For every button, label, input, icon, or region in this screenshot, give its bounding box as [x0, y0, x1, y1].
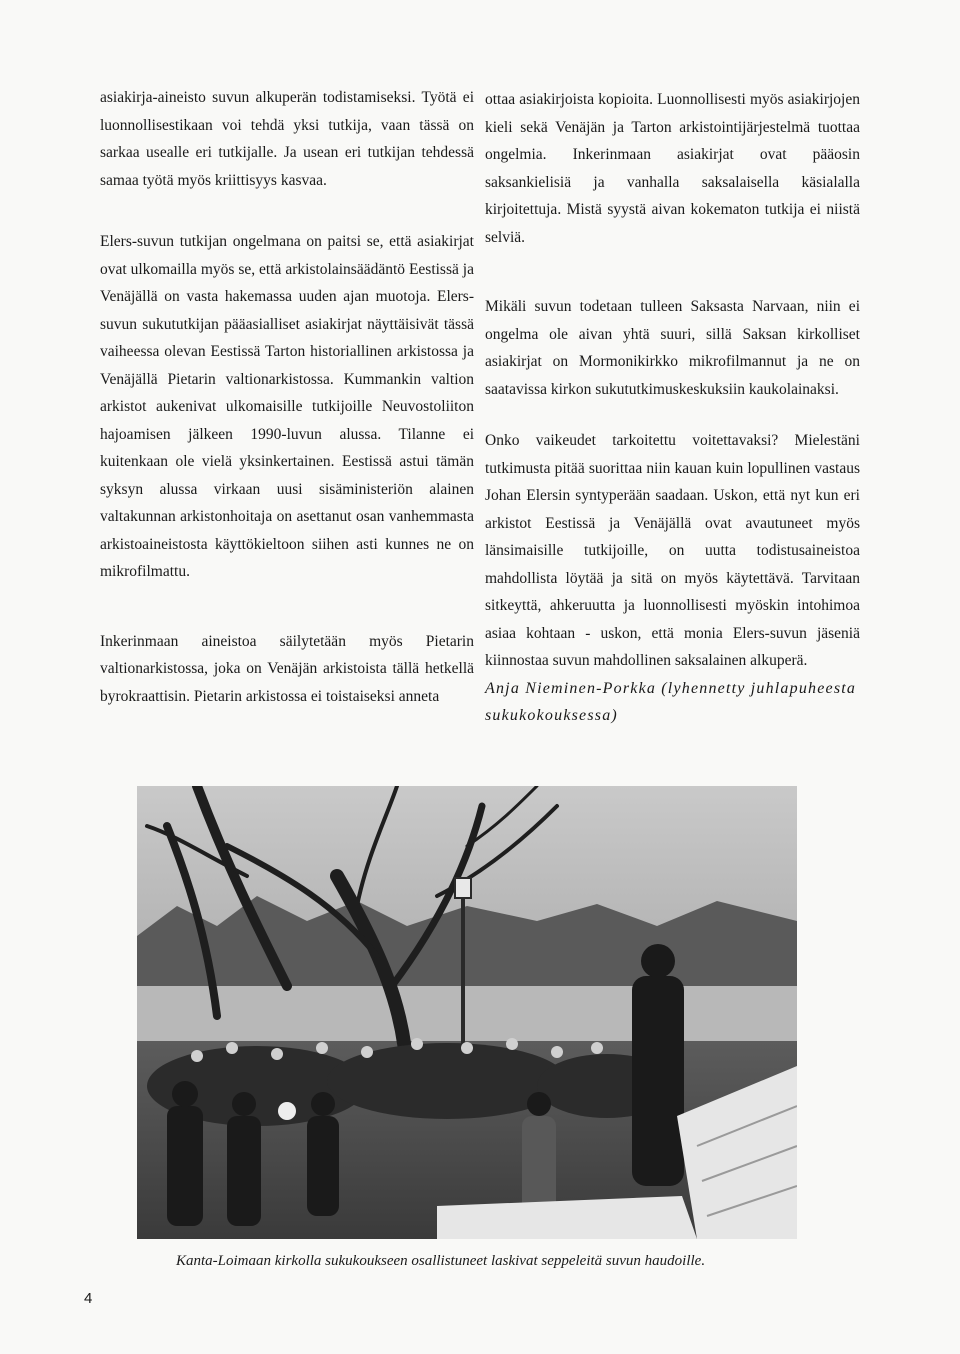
left-column	[100, 84, 474, 710]
right-paragraph-2: Mikäli suvun todetaan tulleen Saksasta Narvaan, niin ei ongelma ole aivan yhtä suuri, sillä Saksan kirkolliset asiakirjat on Mormonikirkko mikrofilmannut ja ne on saatavissa kirkon sukututkimuskeskuksiin kaukolainaksi.	[485, 298, 860, 398]
photo-caption: Kanta-Loimaan kirkolla sukukoukseen osallistuneet laskivat seppeleitä suvun haudoille.	[176, 1253, 706, 1269]
left-paragraph-3: Inkerinmaan aineistoa säilytetään myös Pietarin valtionarkistossa, joka on Venäjän arkistoista tällä hetkellä byrokraattisin. Pietarin arkistossa ei toistaiseksi anneta	[100, 632, 474, 705]
photo-illustration	[137, 786, 797, 1239]
right-paragraph-3: Onko vaikeudet tarkoitettu voitettavaksi? Mielestäni tutkimusta pitää suorittaa niin kauan kuin lopullinen vastaus Johan Elersin syntyperään saadaan. Uskon, että nyt kun eri arkistot Eestissä ja Venäjällä ovat avautuneet myös länsimaisille tutkijoille, on uutta todistusaineistoa mahdollista löytää ja sitä on myös käytettävä. Tarvitaan sitkeyttä, ahkeruutta ja luonnollisesti myöskin intohimoa asiaa kohtaan - uskon, että monia Elers-suvun jäseniä kiinnostaa suvun mahdollinen saksalainen alkuperä.	[485, 432, 860, 669]
church-photo	[137, 786, 797, 1239]
left-paragraph-1: asiakirja-aineisto suvun alkuperän todistamiseksi. Työtä ei luonnollisestikaan voi tehdä yksi tutkija, vaan tässä on sarkaa usealle eri tutkijalle. Ja usean eri tutkijan tehdessä samaa työtä myös kriittisyys kasvaa.	[100, 89, 474, 189]
author-signature: Anja Nieminen-Porkka (lyhennetty juhlapuheesta sukukokouksessa)	[485, 679, 857, 724]
right-column	[485, 86, 860, 730]
page-number: 4	[84, 1290, 93, 1307]
right-paragraph-1: ottaa asiakirjoista kopioita. Luonnollisesti myös asiakirjojen kieli sekä Venäjän ja Tarton arkistointijärjestelmä tuottaa ongelmia. Inkerinmaan asiakirjat ovat pääosin saksankielisiä ja vanhalla saksalaisella käsialalla kirjoitettuja. Mistä syystä aivan kokematon tutkija ei niistä selviä.	[485, 91, 860, 246]
left-paragraph-2: Elers-suvun tutkijan ongelmana on paitsi se, että asiakirjat ovat ulkomailla myös se, että arkistolainsäädäntö Eestissä ja Venäjällä on vasta hakemassa uuden ajan muotoja. Elers-suvun sukututkijan pääasialliset asiakirjat näyttäisivät tässä vaiheessa olevan Eestissä Tarton historiallinen arkistossa ja Venäjällä Pietarin valtionarkistossa. Kummankin valtion arkistot aukenivat ulkomaisille tutkijoille Neuvostoliiton hajoamisen jälkeen 1990-luvun alussa. Tilanne ei kuitenkaan ole vielä yksinkertainen. Eestissä astui tämän syksyn alussa virkaan uusi sisäministeriön alainen valtakunnan arkistonhoitaja on asettanut osan vanhemmasta arkistoaineistosta käyttökieltoon siihen asti kunnes ne on mikrofilmattu.	[100, 233, 474, 580]
